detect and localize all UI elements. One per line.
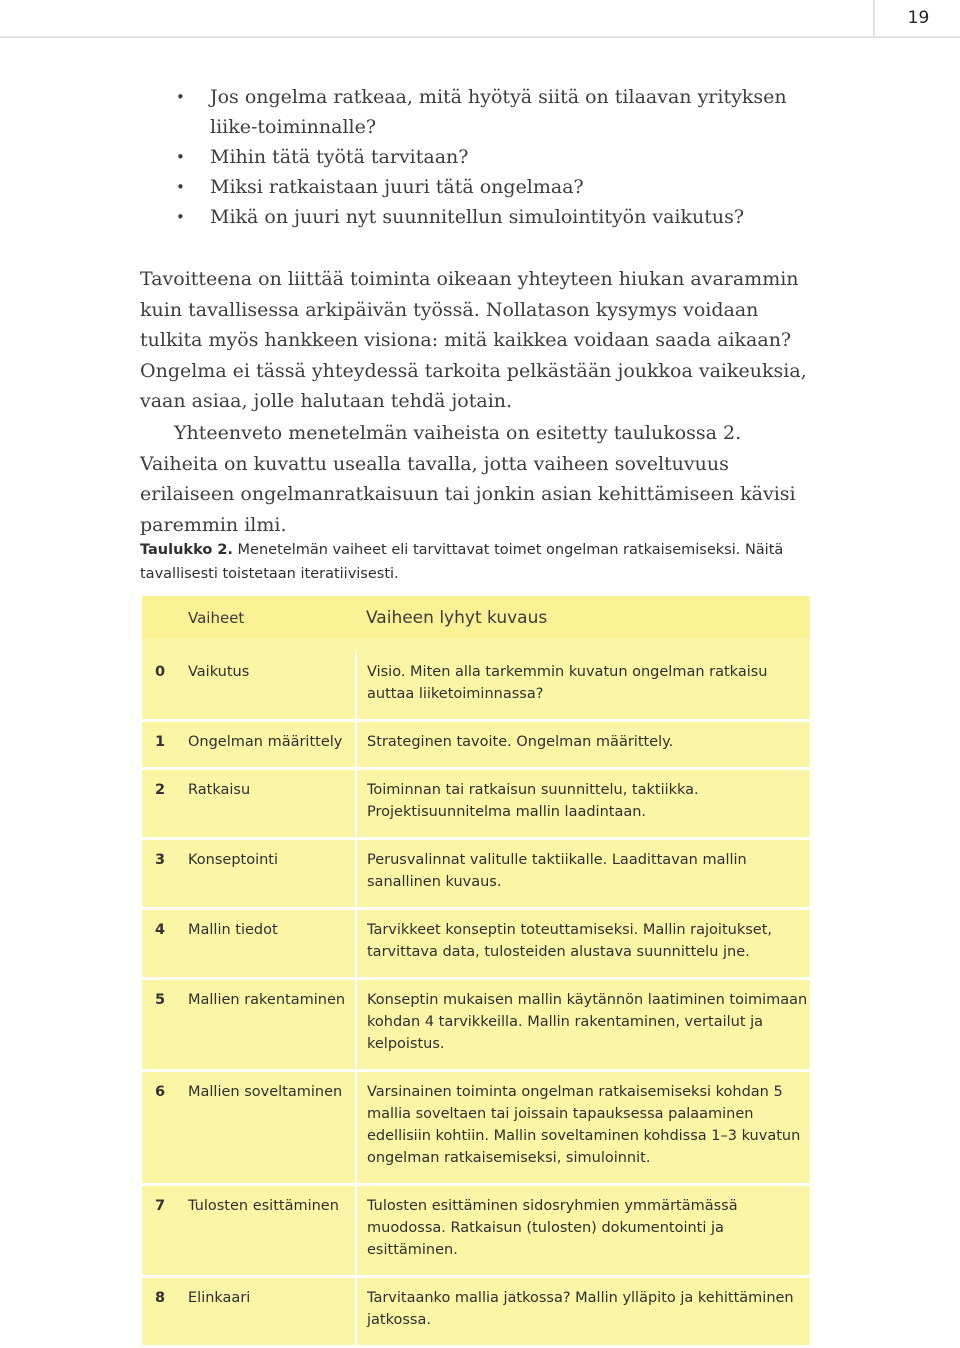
table-row (142, 909, 810, 979)
phase-description: Tulosten esittäminen sidosryhmien ymmärtämässä muodossa. Ratkaisun (tulosten) dokumentointi ja esittäminen. (356, 1185, 810, 1277)
phase-number: 6 (142, 1071, 178, 1185)
body-paragraph: Tavoitteena on liittää toiminta oikeaan yhteyteen hiukan avarammin kuin tavallisessa arkipäivän työssä. Nollatason kysymys voidaan tulkita myös hankkeen visiona: mitä kaikkea voidaan saada aikaan? Ongelma ei tässä yhteydessä tarkoita pelkästään joukkoa vaikeuksia, vaan asiaa, jolle halutaan tehdä jotain. (140, 268, 807, 412)
phase-name: Tulosten esittäminen (178, 1185, 356, 1277)
list-item: • Mihin tätä työtä tarvitaan? (140, 142, 820, 172)
phase-number: 8 (142, 1277, 178, 1347)
phase-name: Mallin tiedot (178, 909, 356, 979)
table-caption-text: Menetelmän vaiheet eli tarvittavat toimet ongelman ratkaisemiseksi. Näitä tavallisesti toistetaan iteratiivisesti. (140, 542, 784, 582)
table-row (142, 769, 810, 839)
bullet-icon: • (176, 178, 185, 196)
bullet-icon: • (176, 88, 185, 106)
phase-description: Toiminnan tai ratkaisun suunnittelu, taktiikka. Projektisuunnitelma mallin laadintaan. (356, 769, 810, 839)
phase-name: Mallien rakentaminen (178, 979, 356, 1071)
phase-description: Tarvitaanko mallia jatkossa? Mallin ylläpito ja kehittäminen jatkossa. (356, 1277, 810, 1347)
question-list (140, 82, 820, 232)
phase-number: 2 (142, 769, 178, 839)
header-cell-number (142, 596, 178, 645)
phase-description: Visio. Miten alla tarkemmin kuvatun ongelman ratkaisu auttaa liiketoiminnassa? (356, 645, 810, 721)
table-caption-label: Taulukko 2. (140, 542, 233, 558)
phase-number: 7 (142, 1185, 178, 1277)
bullet-icon: • (176, 148, 185, 166)
phase-name: Mallien soveltaminen (178, 1071, 356, 1185)
page-number: 19 (873, 0, 960, 36)
list-item: • Miksi ratkaistaan juuri tätä ongelmaa? (140, 172, 820, 202)
header-cell-phases: Vaiheet (178, 596, 356, 645)
table-row (142, 1185, 810, 1277)
table-row (142, 979, 810, 1071)
phase-description: Tarvikkeet konseptin toteuttamiseksi. Mallin rajoitukset, tarvittava data, tulosteiden alustava suunnittelu jne. (356, 909, 810, 979)
phase-description: Perusvalinnat valitulle taktiikalle. Laadittavan mallin sanallinen kuvaus. (356, 839, 810, 909)
header-cell-description: Vaiheen lyhyt kuvaus (356, 596, 810, 645)
phase-number: 0 (142, 645, 178, 721)
phase-number: 3 (142, 839, 178, 909)
table-row (142, 645, 810, 721)
phase-name: Konseptointi (178, 839, 356, 909)
list-item: • Mikä on juuri nyt suunnitellun simulointityön vaikutus? (140, 202, 820, 232)
phase-description: Varsinainen toiminta ongelman ratkaisemiseksi kohdan 5 mallia soveltaen tai joissain tapauksessa palaaminen edellisiin kohtiin. Mallin soveltaminen kohdissa 1–3 kuvatun ongelman ratkaisemiseksi, simuloinnit. (356, 1071, 810, 1185)
table-row (142, 721, 810, 769)
phase-description: Strateginen tavoite. Ongelman määrittely. (356, 721, 810, 769)
table-row (142, 839, 810, 909)
phase-name: Ongelman määrittely (178, 721, 356, 769)
phase-description: Konseptin mukaisen mallin käytännön laatiminen toimimaan kohdan 4 tarvikkeilla. Mallin rakentaminen, vertailut ja kelpoistus. (356, 979, 810, 1071)
body-paragraph: Yhteenveto menetelmän vaiheista on esitetty taulukossa 2. Vaiheita on kuvattu usealla tavalla, jotta vaiheen soveltuvuus erilaiseen ongelmanratkaisuun tai jonkin asian kehittämiseen kävisi paremmin ilmi. (140, 422, 796, 536)
phase-number: 4 (142, 909, 178, 979)
table-caption (140, 538, 820, 586)
table-row (142, 1277, 810, 1347)
phase-number: 1 (142, 721, 178, 769)
list-item: • Jos ongelma ratkeaa, mitä hyötyä siitä on tilaavan yrityksen liike-toiminnalle? (140, 82, 820, 142)
phase-number: 5 (142, 979, 178, 1071)
phase-name: Elinkaari (178, 1277, 356, 1347)
phases-table (142, 596, 810, 1348)
table-header-row (142, 596, 810, 645)
phase-name: Ratkaisu (178, 769, 356, 839)
table-row (142, 1071, 810, 1185)
phase-name: Vaikutus (178, 645, 356, 721)
bullet-icon: • (176, 208, 185, 226)
page-header-bar (0, 0, 960, 38)
